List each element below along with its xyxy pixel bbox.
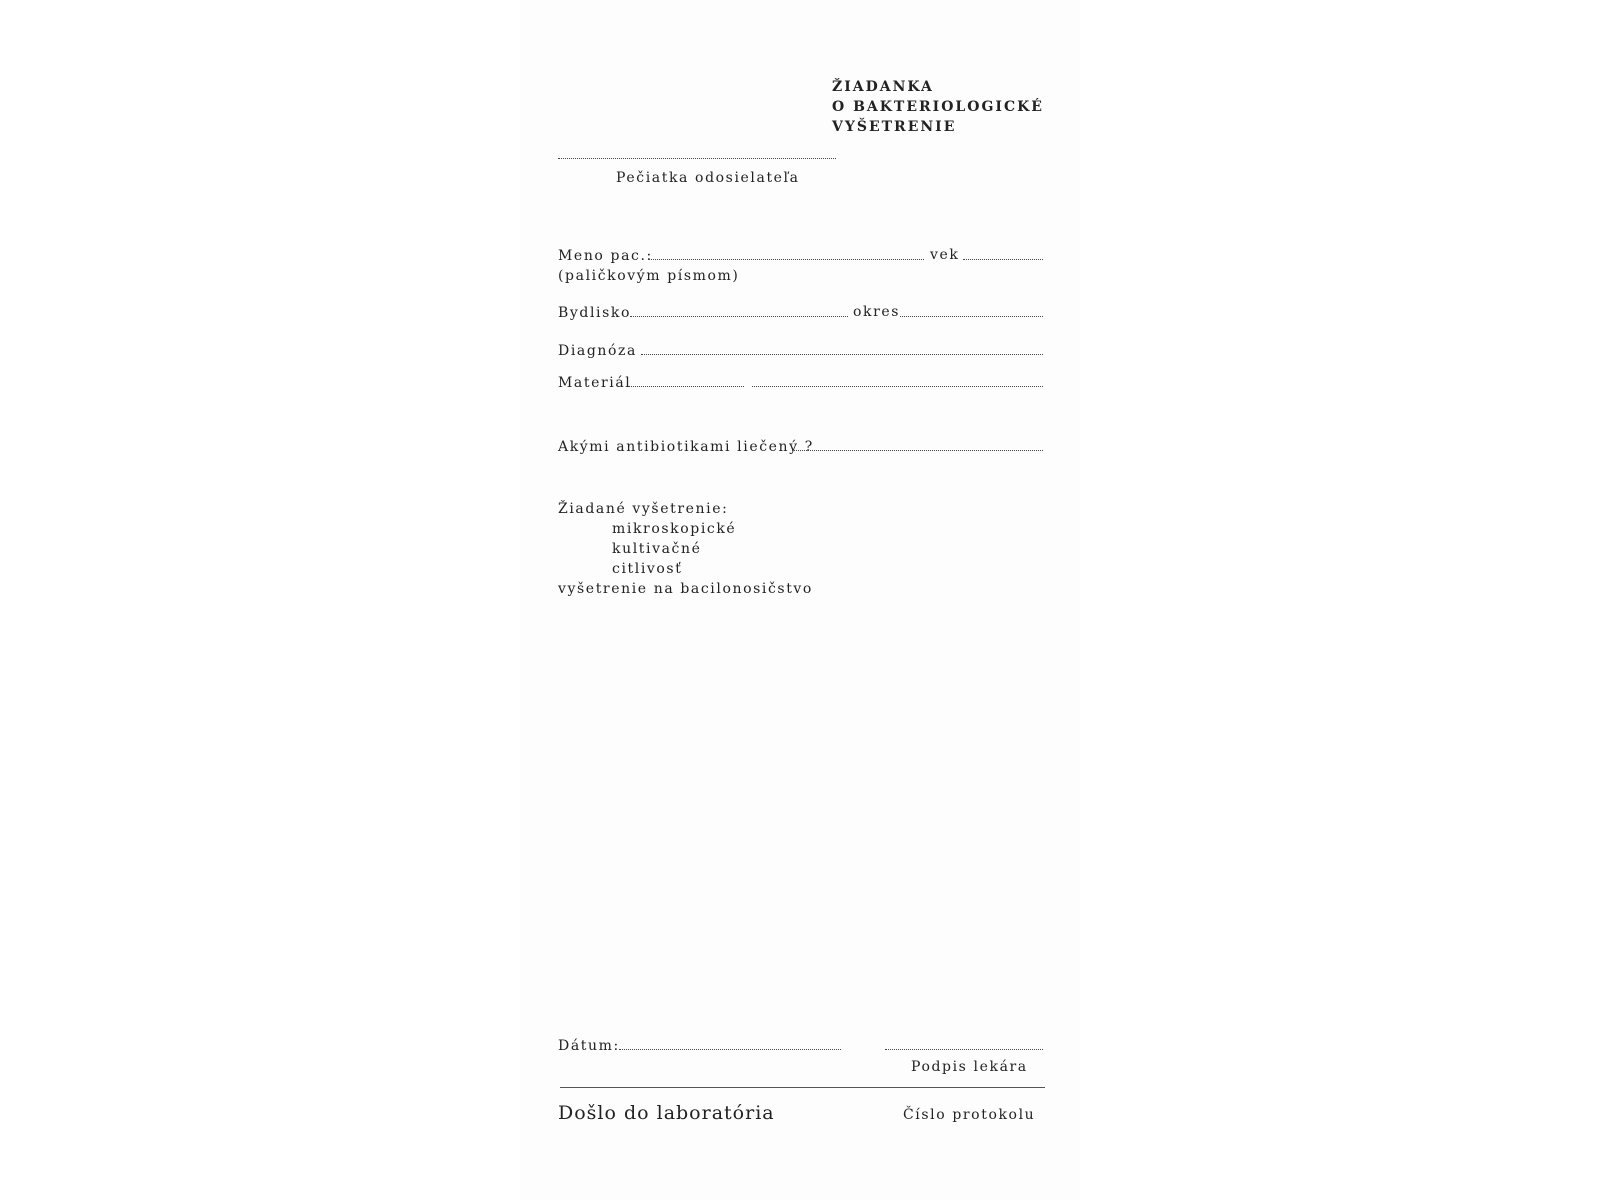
requested-exam-label: Žiadané vyšetrenie:: [558, 501, 729, 517]
age-field[interactable]: [963, 259, 1043, 260]
residence-label: Bydlisko: [558, 305, 632, 321]
diagnosis-field[interactable]: [641, 354, 1043, 355]
form-title-line-2: O BAKTERIOLOGICKÉ: [832, 99, 1044, 115]
date-field[interactable]: [619, 1049, 841, 1050]
option-sensitivity[interactable]: citlivosť: [612, 561, 683, 577]
material-label: Materiál: [558, 375, 632, 391]
option-cultivation[interactable]: kultivačné: [612, 541, 702, 557]
patient-name-field[interactable]: [648, 259, 924, 260]
antibiotics-field[interactable]: [792, 450, 1043, 451]
material-field-2[interactable]: [752, 386, 1043, 387]
district-label: okres: [853, 304, 901, 320]
stamp-line: [558, 158, 836, 159]
diagnosis-label: Diagnóza: [558, 343, 637, 359]
separator-line: [560, 1087, 1045, 1088]
form-page: [520, 0, 1080, 1200]
signature-field[interactable]: [885, 1049, 1043, 1050]
form-title-line-1: ŽIADANKA: [832, 79, 934, 95]
protocol-label: Číslo protokolu: [903, 1107, 1036, 1123]
stamp-label: Pečiatka odosielateľa: [616, 170, 800, 186]
option-microscopic[interactable]: mikroskopické: [612, 521, 737, 537]
arrived-label: Došlo do laboratória: [558, 1102, 775, 1124]
antibiotics-label: Akými antibiotikami liečený ?: [558, 439, 814, 455]
age-label: vek: [930, 247, 960, 263]
form-title: [832, 77, 1044, 137]
patient-name-label: Meno pac.:: [558, 248, 653, 264]
signature-label: Podpis lekára: [911, 1059, 1028, 1075]
district-field[interactable]: [900, 316, 1043, 317]
residence-field[interactable]: [630, 316, 848, 317]
option-carrier-exam[interactable]: vyšetrenie na bacilonosičstvo: [558, 581, 813, 597]
form-title-line-3: VYŠETRENIE: [832, 119, 957, 135]
block-letters-note: (paličkovým písmom): [558, 268, 740, 284]
material-field-1[interactable]: [628, 386, 744, 387]
date-label: Dátum:: [558, 1038, 620, 1054]
